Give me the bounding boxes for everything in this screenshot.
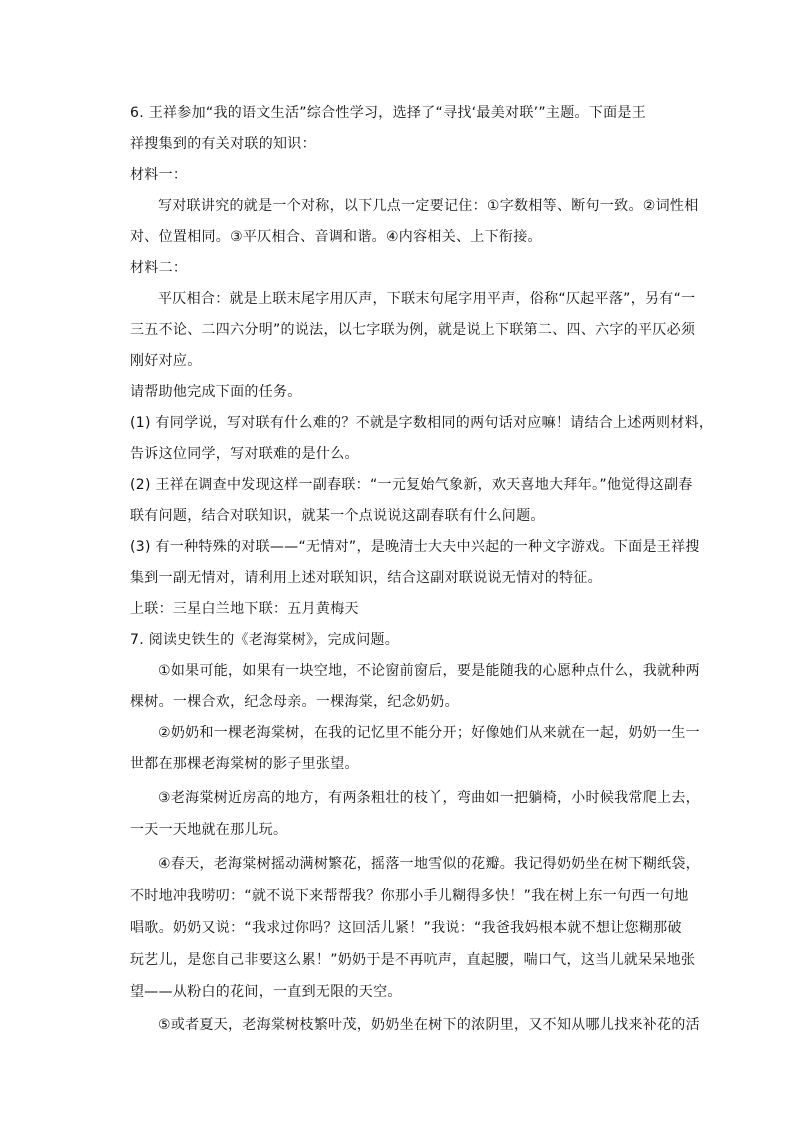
- subquestion-3: (3) 有一种特殊的对联——“无情对”，是晚清士大夫中兴起的一种文字游戏。下面是王祥搜: [130, 539, 700, 555]
- paragraph-4-line-3: 唱歌。奶奶又说：“我求过你吗？这回活儿紧！”我说：“我爸我妈根本就不想让您糊那破: [130, 920, 682, 936]
- paragraph-3-continued: 一天一天地就在那儿玩。: [130, 822, 288, 838]
- paragraph-2-continued: 世都在那棵老海棠树的影子里张望。: [130, 756, 359, 772]
- material-2-text-continued: 三五不论、二四六分明”的说法，以七字联为例，就是说上下联第二、四、六字的平仄必须: [130, 322, 696, 338]
- material-2-text: 平仄相合：就是上联末尾字用仄声，下联末句尾字用平声，俗称“仄起平落”，另有“一: [158, 291, 696, 307]
- paragraph-4: ④春天，老海棠树摇动满树繁花，摇落一地雪似的花瓣。我记得奶奶坐在树下糊纸袋，: [158, 856, 700, 872]
- task-intro: 请帮助他完成下面的任务。: [130, 384, 302, 400]
- subquestion-3-continued: 集到一副无情对，请利用上述对联知识，结合这副对联说说无情对的特征。: [130, 570, 602, 586]
- paragraph-4-line-4: 玩艺儿，是您自己非要这么累！”奶奶于是不再吭声，直起腰，喘口气，这当儿就呆呆地张: [130, 952, 696, 968]
- material-1-title: 材料一：: [130, 167, 188, 183]
- material-1-text-continued: 对、位置相同。③平仄相合、音调和谐。④内容相关、上下衔接。: [130, 229, 542, 245]
- material-1-text: 写对联讲究的就是一个对称，以下几点一定要记住：①字数相等、断句一致。②词性相: [158, 198, 699, 214]
- subquestion-1-continued: 告诉这位同学，写对联难的是什么。: [130, 446, 359, 462]
- paragraph-4-line-5: 望——从粉白的花间，一直到无限的天空。: [130, 984, 402, 1000]
- subquestion-2: (2) 王祥在调查中发现这样一副春联：“一元复始气象新，欢天喜地大拜年。”他觉得这副春: [130, 477, 693, 493]
- paragraph-1: ①如果可能，如果有一块空地，不论窗前窗后，要是能随我的心愿种点什么，我就种两: [158, 663, 700, 679]
- paragraph-2: ②奶奶和一棵老海棠树，在我的记忆里不能分开；好像她们从来就在一起，奶奶一生一: [158, 725, 700, 741]
- material-2-text-end: 刚好对应。: [130, 353, 202, 369]
- paragraph-1-continued: 棵树。一棵合欢，纪念母亲。一棵海棠，纪念奶奶。: [130, 694, 459, 710]
- subquestion-2-continued: 联有问题，结合对联知识，就某一个点说说这副春联有什么问题。: [130, 508, 545, 524]
- paragraph-5: ⑤或者夏天，老海棠树枝繁叶茂，奶奶坐在树下的浓阴里，又不知从哪儿找来补花的活: [158, 1017, 700, 1033]
- subquestion-1: (1) 有同学说，写对联有什么难的？不就是字数相同的两句话对应嘛！请结合上述两则材料，: [130, 415, 714, 431]
- paragraph-3: ③老海棠树近房高的地方，有两条粗壮的枝丫，弯曲如一把躺椅，小时候我常爬上去，: [158, 790, 700, 806]
- question-7-title: 7. 阅读史铁生的《老海棠树》，完成问题。: [130, 632, 400, 648]
- paragraph-4-line-2: 不时地冲我唠叨：“就不说下来帮帮我？你那小手儿糊得多快！”我在树上东一句西一句地: [130, 888, 689, 904]
- question-6-stem: 6. 王祥参加“我的语文生活”综合性学习，选择了“寻找‘最美对联’”主题。下面是王: [130, 105, 647, 121]
- question-6-stem-continued: 祥搜集到的有关对联的知识：: [130, 136, 316, 152]
- couplet: 上联：三星白兰地下联：五月黄梅天: [130, 601, 359, 617]
- material-2-title: 材料二：: [130, 260, 188, 276]
